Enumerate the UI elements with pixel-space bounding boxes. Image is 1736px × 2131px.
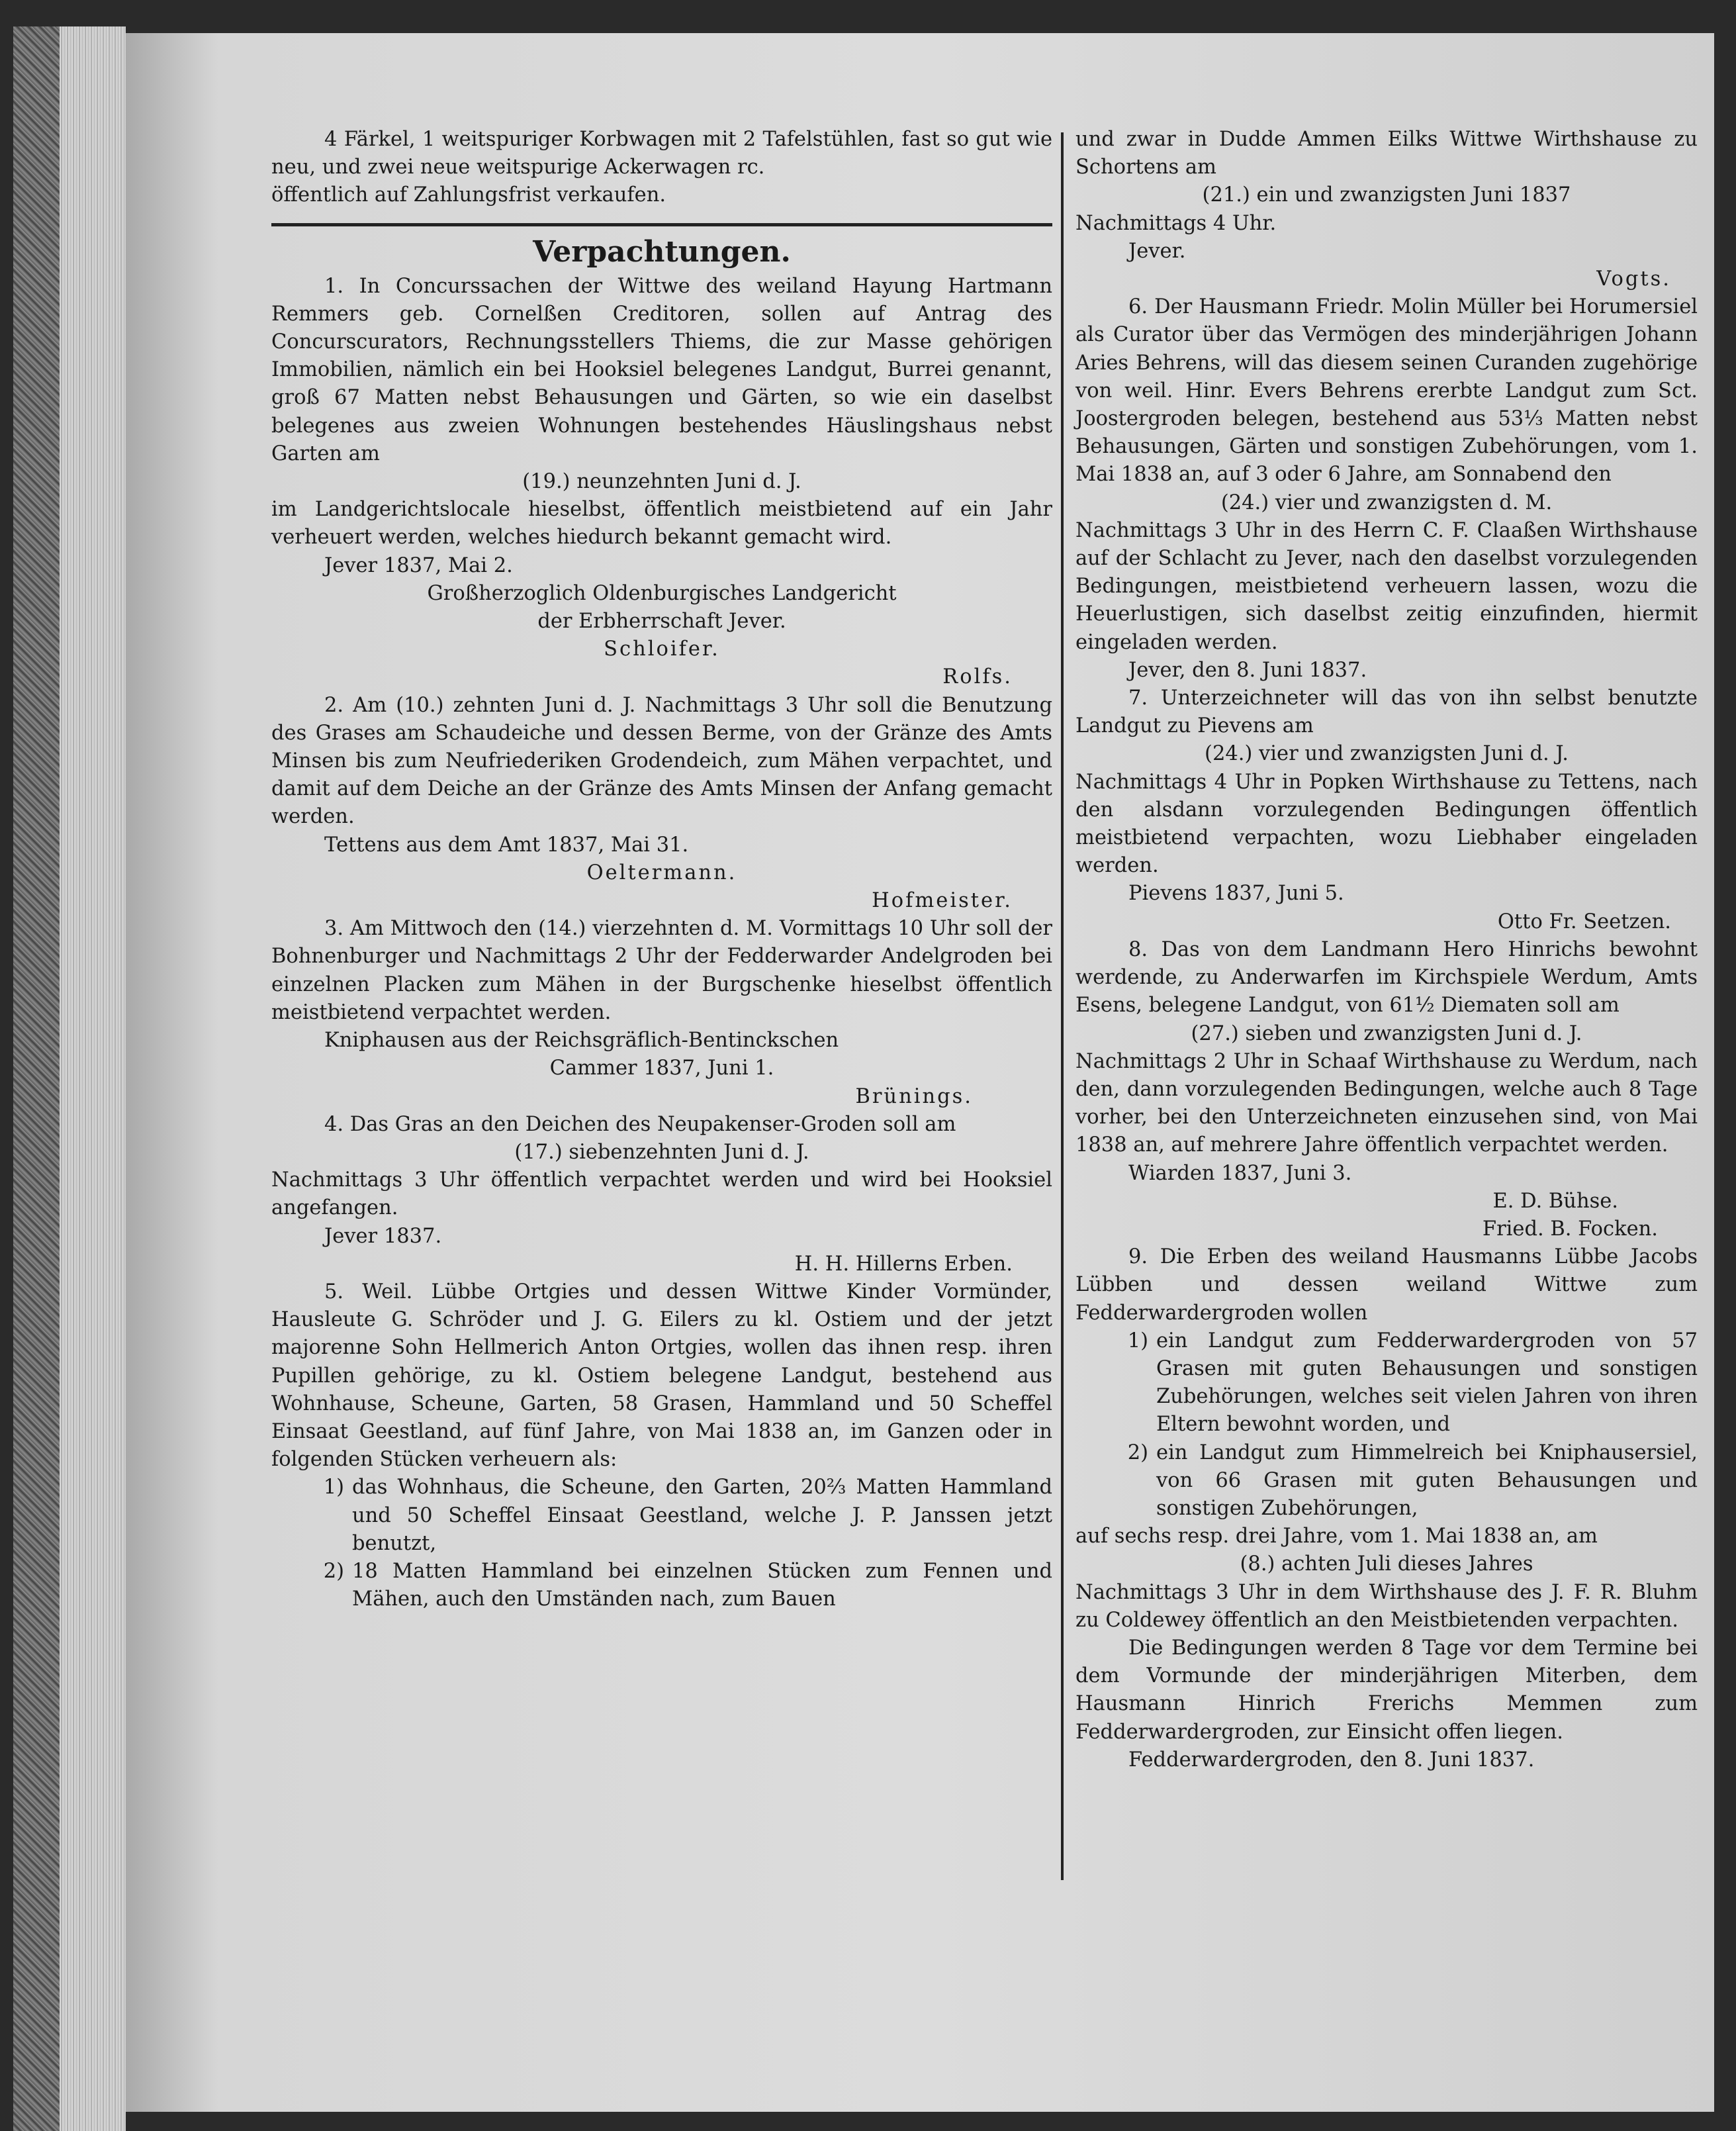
list-text: das Wohnhaus, die Scheune, den Garten, 20⅔ Matten Hammland und 50 Scheffel Einsaat Geestland, welche J. P. Janssen jetzt benutzt, xyxy=(352,1476,1052,1555)
notice-6-rest: Nachmittags 3 Uhr in des Herrn C. F. Claaßen Wirthshause auf der Schlacht zu Jever, nach den daselbst vorzulegenden Bedingungen, meistbietend verheuern lassen, wozu die Heuerlustigen, sich daselbst zeitig einzufinden, hiermit eingeladen werden. xyxy=(1075,518,1698,654)
continuation-time: Nachmittags 4 Uhr. xyxy=(1075,211,1277,235)
section-heading: Verpachtungen. xyxy=(271,223,1052,273)
notice-9-conditions: Die Bedingungen werden 8 Tage vor dem Termine bei dem Vormunde der minderjährigen Miterben, dem Hausmann Hinrich Frerichs Memmen zum Fedderwardergroden, zur Einsicht offen liegen. xyxy=(1075,1636,1698,1744)
notice-9-rest-2: Nachmittags 3 Uhr in dem Wirthshause des J. F. R. Bluhm zu Coldewey öffentlich an den Meistbietenden verpachten. xyxy=(1075,1580,1698,1632)
notice-9-text: 9. Die Erben des weiland Hausmanns Lübbe Jacobs Lübben und dessen weiland Wittwe zum Fedderwardergroden wollen xyxy=(1075,1245,1698,1325)
notice-9-date: (8.) achten Juli dieses Jahres xyxy=(1240,1552,1533,1576)
notice-1-place: Jever 1837, Mai 2. xyxy=(324,553,513,577)
intro-end: öffentlich auf Zahlungsfrist verkaufen. xyxy=(271,183,666,207)
list-number: 1) xyxy=(323,1476,344,1499)
column-divider xyxy=(1061,132,1064,1880)
notice-2-signature-1: Oeltermann. xyxy=(586,861,737,884)
continuation-signature: Vogts. xyxy=(1596,267,1671,291)
notice-1-rest: im Landgerichtslocale hieselbst, öffentlich meistbietend auf ein Jahr verheuert werden, welches hiedurch bekannt gemacht wird. xyxy=(271,498,1052,549)
notice-1-court-line1: Großherzoglich Oldenburgisches Landgericht xyxy=(427,581,897,605)
intro-text: 4 Färkel, 1 weitspuriger Korbwagen mit 2 Tafelstühlen, fast so gut wie neu, und zwei neue weitspurige Ackerwagen rc. xyxy=(271,128,1052,179)
notice-4-signature: H. H. Hillerns Erben. xyxy=(794,1252,1013,1276)
notice-8-place: Wiarden 1837, Juni 3. xyxy=(1128,1161,1352,1185)
notice-5-item-2 xyxy=(271,1558,1052,1613)
book-cover-edge xyxy=(13,26,60,2131)
continuation-date: (21.) ein und zwanzigsten Juni 1837 xyxy=(1202,183,1571,207)
notice-8-rest: Nachmittags 2 Uhr in Schaaf Wirthshause zu Werdum, nach den, dann vorzulegenden Bedingungen, welche auch 8 Tage vorher, bei den Unterzeichneten einzusehen sind, von Mai 1838 an, auf mehrere Jahre öffentlich verpachtet werden. xyxy=(1075,1049,1698,1157)
list-text: ein Landgut zum Himmelreich bei Kniphausersiel, von 66 Grasen mit guten Behausungen und sonstigen Zubehörungen, xyxy=(1156,1441,1698,1520)
notice-7-signature: Otto Fr. Seetzen. xyxy=(1497,910,1671,933)
notice-1-signature-2: Rolfs. xyxy=(942,665,1013,689)
notice-8-date: (27.) sieben und zwanzigsten Juni d. J. xyxy=(1191,1021,1582,1045)
notice-4-place: Jever 1837. xyxy=(324,1224,442,1248)
notice-3-signature: Brünings. xyxy=(855,1084,973,1108)
notice-4-text: 4. Das Gras an den Deichen des Neupakenser-Groden soll am xyxy=(324,1112,956,1136)
notice-7-rest: Nachmittags 4 Uhr in Popken Wirthshause zu Tettens, nach den alsdann vorzulegenden Bedingungen öffentlich meistbietend verpachten, wozu Liebhaber eingeladen werden. xyxy=(1075,770,1698,878)
continuation-text: und zwar in Dudde Ammen Eilks Wittwe Wirthshause zu Schortens am xyxy=(1075,128,1698,179)
notice-1-text: 1. In Concurssachen der Wittwe des weiland Hayung Hartmann Remmers geb. Cornelßen Creditoren, sollen auf Antrag des Concurscurators, Rechnungsstellers Thiems, die zur Masse gehörigen Immobilien, nämlich ein bei Hooksiel belegenes Landgut, Burrei genannt, groß 67 Matten nebst Behausungen und Gärten, so wie ein daselbst belegenes aus zweien Wohnungen bestehendes Häuslingshaus nebst Garten am xyxy=(271,274,1052,465)
notice-9-rest: auf sechs resp. drei Jahre, vom 1. Mai 1838 an, am xyxy=(1075,1525,1598,1548)
notice-2-signature-2: Hofmeister. xyxy=(872,889,1013,913)
notice-9-item-1 xyxy=(1075,1327,1698,1439)
notice-8-signature-2: Fried. B. Focken. xyxy=(1482,1217,1658,1241)
notice-7-place: Pievens 1837, Juni 5. xyxy=(1128,882,1344,906)
notice-8-text: 8. Das von dem Landmann Hero Hinrichs bewohnt werdende, zu Anderwarfen im Kirchspiele Werdum, Amts Esens, belegene Landgut, von 61½ Diematen soll am xyxy=(1075,937,1698,1018)
continuation-place: Jever. xyxy=(1128,239,1186,263)
notice-3-place-line1: Kniphausen aus der Reichsgräflich-Bentinckschen xyxy=(324,1029,839,1053)
list-number: 2) xyxy=(323,1559,344,1583)
notice-3-text: 3. Am Mittwoch den (14.) vierzehnten d. M. Vormittags 10 Uhr soll der Bohnenburger und Nachmittags 2 Uhr der Fedderwarder Andelgroden bei einzelnen Placken zum Mähen in der Burgschenke hieselbst öffentlich meistbietend verpachtet werden. xyxy=(271,917,1052,1024)
list-text: 18 Matten Hammland bei einzelnen Stücken zum Fennen und Mähen, auch den Umständen nach, zum Bauen xyxy=(352,1559,1052,1611)
notice-7-text: 7. Unterzeichneter will das von ihn selbst benutzte Landgut zu Pievens am xyxy=(1075,687,1698,738)
notice-7-date: (24.) vier und zwanzigsten Juni d. J. xyxy=(1205,742,1569,766)
notice-8-signature-1: E. D. Bühse. xyxy=(1492,1189,1618,1213)
list-number: 2) xyxy=(1127,1441,1148,1464)
notice-4-rest: Nachmittags 3 Uhr öffentlich verpachtet werden und wird bei Hooksiel angefangen. xyxy=(271,1168,1052,1220)
notice-1-signature-1: Schloifer. xyxy=(604,638,720,661)
notice-6-place: Jever, den 8. Juni 1837. xyxy=(1128,658,1367,682)
list-text: ein Landgut zum Fedderwardergroden von 57 Grasen mit guten Behausungen und sonstigen Zubehörungen, welches seit vielen Jahren von ihren Eltern bewohnt worden, und xyxy=(1156,1329,1698,1437)
notice-1-date: (19.) neunzehnten Juni d. J. xyxy=(522,470,801,494)
notice-2-place: Tettens aus dem Amt 1837, Mai 31. xyxy=(324,833,689,857)
list-number: 1) xyxy=(1127,1329,1148,1352)
notice-6-text: 6. Der Hausmann Friedr. Molin Müller bei Horumersiel als Curator über das Vermögen des minderjährigen Johann Aries Behrens, will das diesem seinen Curanden zugehörige von weil. Hinr. Evers Behrens ererbte Landgut zum Sct. Joostergroden belegen, bestehend aus 53⅓ Matten nebst Behausungen, Gärten und sonstigen Zubehörungen, vom 1. Mai 1838 an, auf 3 oder 6 Jahre, am Sonnabend den xyxy=(1075,295,1698,487)
right-column xyxy=(1075,126,1698,1774)
notice-3-place-line2: Cammer 1837, Juni 1. xyxy=(549,1057,774,1080)
notice-4-date: (17.) siebenzehnten Juni d. J. xyxy=(514,1140,809,1164)
notice-5-text: 5. Weil. Lübbe Ortgies und dessen Wittwe Kinder Vormünder, Hausleute G. Schröder und J. G. Eilers zu kl. Ostiem und der jetzt majorenne Sohn Hellmerich Anton Ortgies, wollen das ihnen resp. ihren Pupillen gehörige, zu kl. Ostiem belegene Landgut, bestehend aus Wohnhause, Scheune, Garten, 58 Grasen, Hammland und 50 Scheffel Einsaat Geestland, auf fünf Jahre, von Mai 1838 an, im Ganzen oder in folgenden Stücken verheuern als: xyxy=(271,1280,1052,1472)
left-column xyxy=(271,126,1052,1613)
notice-9-place: Fedderwardergroden, den 8. Juni 1837. xyxy=(1128,1748,1535,1772)
notice-6-date: (24.) vier und zwanzigsten d. M. xyxy=(1220,491,1553,514)
notice-5-item-1 xyxy=(271,1474,1052,1558)
notice-9-item-2 xyxy=(1075,1439,1698,1523)
notice-1-court-line2: der Erbherrschaft Jever. xyxy=(537,610,786,634)
notice-2-text: 2. Am (10.) zehnten Juni d. J. Nachmittags 3 Uhr soll die Benutzung des Grases am Schaudeiche und dessen Berme, von der Gränze des Amts Minsen bis zum Neufriederiken Grodendeich, zum Mähen verpachtet, und damit auf dem Deiche an der Gränze des Amts Minsen der Anfang gemacht werden. xyxy=(271,693,1052,829)
